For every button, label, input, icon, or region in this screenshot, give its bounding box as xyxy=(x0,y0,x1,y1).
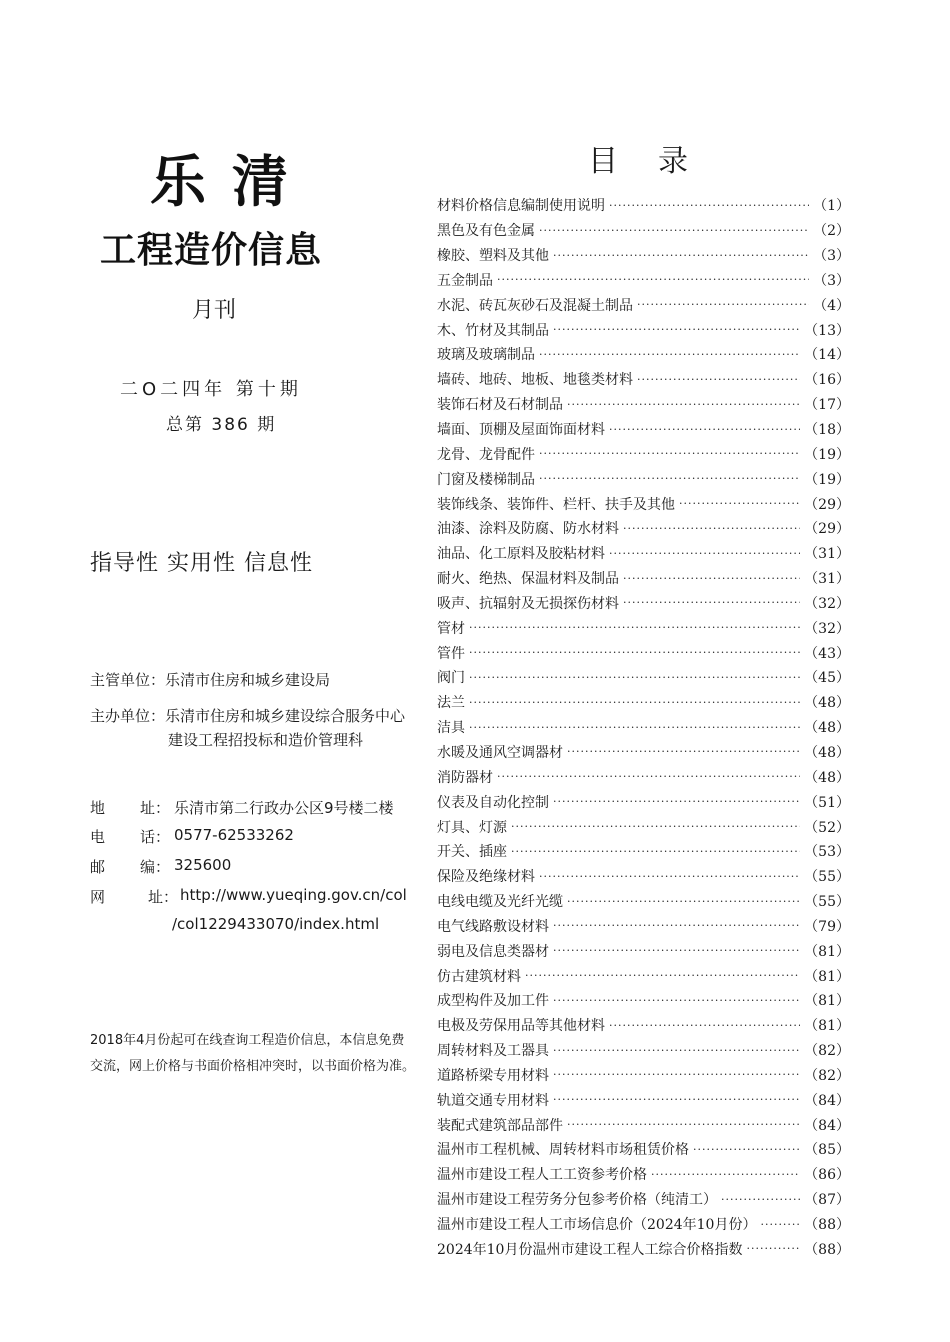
toc-item-page: （2） xyxy=(813,223,850,240)
toc-item[interactable] xyxy=(437,615,850,640)
toc-item-page: （3） xyxy=(813,248,850,265)
toc-item[interactable] xyxy=(437,268,850,293)
toc-item[interactable] xyxy=(437,690,850,715)
toc-item-page: （19） xyxy=(804,471,850,488)
toc-item[interactable] xyxy=(437,193,850,218)
toc-item-page: （81） xyxy=(804,1018,850,1035)
website-url-2[interactable]: /col1229433070/index.html xyxy=(172,915,380,933)
toc-item-page: （84） xyxy=(804,1117,850,1134)
toc-item[interactable] xyxy=(437,342,850,367)
toc-leader-dots xyxy=(623,596,800,609)
toc-item[interactable] xyxy=(437,839,850,864)
address-value: 乐清市第二行政办公区9号楼二楼 xyxy=(174,799,394,817)
sponsor-line xyxy=(90,706,405,726)
toc-item-label: 油漆、涂料及防腐、防水材料 xyxy=(437,521,619,538)
toc-item-label: 温州市工程机械、周转材料市场租赁价格 xyxy=(437,1142,689,1159)
toc-item[interactable] xyxy=(437,913,850,938)
toc-item[interactable] xyxy=(437,814,850,839)
toc-leader-dots xyxy=(623,572,800,585)
toc-item-label: 保险及绝缘材料 xyxy=(437,869,535,886)
toc-item[interactable] xyxy=(437,591,850,616)
toc-item-label: 电气线路敷设材料 xyxy=(437,918,549,935)
toc-item-label: 电极及劳保用品等其他材料 xyxy=(437,1018,605,1035)
phone-label-1: 电 xyxy=(90,828,106,846)
toc-item[interactable] xyxy=(437,740,850,765)
toc-leader-dots xyxy=(469,621,800,634)
toc-leader-dots xyxy=(511,820,800,833)
toc-item-label: 法兰 xyxy=(437,695,465,712)
publication-title: 工程造价信息 xyxy=(100,230,323,271)
toc-item-label: 龙骨、龙骨配件 xyxy=(437,446,535,463)
toc-item-page: （53） xyxy=(804,844,850,861)
toc-leader-dots xyxy=(609,547,800,560)
postcode-label-1: 邮 xyxy=(90,858,106,876)
toc-item-page: （79） xyxy=(804,918,850,935)
toc-item-page: （29） xyxy=(804,496,850,513)
website-url-1[interactable]: http://www.yueqing.gov.cn/col xyxy=(180,886,407,904)
toc-item-page: （81） xyxy=(804,993,850,1010)
toc-leader-dots xyxy=(539,870,800,883)
toc-leader-dots xyxy=(469,721,800,734)
toc-leader-dots xyxy=(553,1068,800,1081)
toc-item[interactable] xyxy=(437,367,850,392)
toc-list xyxy=(437,193,850,1261)
toc-item[interactable] xyxy=(437,417,850,442)
toc-item-label: 管材 xyxy=(437,620,465,637)
toc-leader-dots xyxy=(567,895,800,908)
toc-item-label: 水泥、砖瓦灰砂石及混凝土制品 xyxy=(437,297,633,314)
toc-item-label: 装饰石材及石材制品 xyxy=(437,397,563,414)
sponsor-name-1: 乐清市住房和城乡建设综合服务中心 xyxy=(165,707,406,725)
toc-item[interactable] xyxy=(437,889,850,914)
toc-item-page: （84） xyxy=(804,1092,850,1109)
toc-item[interactable] xyxy=(437,864,850,889)
toc-item[interactable] xyxy=(437,541,850,566)
toc-item-label: 道路桥梁专用材料 xyxy=(437,1067,549,1084)
toc-item-label: 弱电及信息类器材 xyxy=(437,943,549,960)
toc-leader-dots xyxy=(469,696,800,709)
website-label-1: 网 xyxy=(90,888,106,906)
toc-leader-dots xyxy=(746,1242,800,1255)
toc-leader-dots xyxy=(553,795,800,808)
toc-leader-dots xyxy=(539,348,800,361)
toc-item[interactable] xyxy=(437,392,850,417)
toc-item-page: （48） xyxy=(804,695,850,712)
address-label-1: 地 xyxy=(90,799,106,817)
toc-item-page: （48） xyxy=(804,720,850,737)
toc-item[interactable] xyxy=(437,715,850,740)
supervisor-line xyxy=(90,670,330,690)
toc-item-label: 墙砖、地砖、地板、地毯类材料 xyxy=(437,372,633,389)
toc-item-label: 开关、插座 xyxy=(437,844,507,861)
toc-leader-dots xyxy=(760,1218,800,1231)
toc-item-page: （29） xyxy=(804,521,850,538)
toc-item[interactable] xyxy=(437,665,850,690)
toc-item-label: 五金制品 xyxy=(437,272,493,289)
toc-item-page: （45） xyxy=(804,670,850,687)
supervisor-label: 主管单位： xyxy=(90,671,166,689)
toc-leader-dots xyxy=(567,745,800,758)
toc-leader-dots xyxy=(497,770,800,783)
toc-item-label: 管件 xyxy=(437,645,465,662)
toc-item-label: 2024年10月份温州市建设工程人工综合价格指数 xyxy=(437,1241,743,1258)
toc-leader-dots xyxy=(497,273,809,286)
postcode-label-2: 编： xyxy=(140,858,171,876)
toc-item-label: 温州市建设工程人工市场信息价（2024年10月份） xyxy=(437,1217,757,1234)
toc-item-page: （31） xyxy=(804,546,850,563)
toc-item-label: 耐火、绝热、保温材料及制品 xyxy=(437,571,619,588)
total-issue-number: 总第 386 期 xyxy=(166,415,277,435)
toc-item[interactable] xyxy=(437,441,850,466)
toc-item-label: 吸声、抗辐射及无损探伤材料 xyxy=(437,595,619,612)
toc-item-label: 灯具、灯源 xyxy=(437,819,507,836)
toc-item-label: 材料价格信息编制使用说明 xyxy=(437,198,605,215)
toc-item-label: 成型构件及加工件 xyxy=(437,993,549,1010)
phone-value: 0577-62533262 xyxy=(174,826,294,844)
toc-item[interactable] xyxy=(437,243,850,268)
toc-leader-dots xyxy=(525,969,800,982)
toc-item-page: （32） xyxy=(804,620,850,637)
toc-item-page: （51） xyxy=(804,794,850,811)
supervisor-name: 乐清市住房和城乡建设局 xyxy=(165,671,331,689)
toc-item-page: （88） xyxy=(804,1241,850,1258)
toc-leader-dots xyxy=(567,1118,800,1131)
toc-item[interactable] xyxy=(437,1063,850,1088)
toc-item-label: 周转材料及工器具 xyxy=(437,1043,549,1060)
toc-item-page: （31） xyxy=(804,571,850,588)
toc-leader-dots xyxy=(553,249,809,262)
toc-item[interactable] xyxy=(437,1212,850,1237)
toc-leader-dots xyxy=(609,423,800,436)
toc-item-page: （82） xyxy=(804,1067,850,1084)
sponsor-label: 主办单位： xyxy=(90,707,166,725)
toc-leader-dots xyxy=(539,224,809,237)
toc-item[interactable] xyxy=(437,292,850,317)
toc-item-label: 玻璃及玻璃制品 xyxy=(437,347,535,364)
toc-leader-dots xyxy=(553,323,800,336)
toc-leader-dots xyxy=(637,373,800,386)
toc-leader-dots xyxy=(469,671,800,684)
toc-item[interactable] xyxy=(437,1162,850,1187)
publication-frequency: 月刊 xyxy=(192,298,237,323)
toc-item-label: 油品、化工原料及胶粘材料 xyxy=(437,546,605,563)
toc-item-page: （86） xyxy=(804,1167,850,1184)
toc-item[interactable] xyxy=(437,466,850,491)
issue-number: 二O二四年 第十期 xyxy=(120,379,302,400)
toc-item-label: 装配式建筑部品部件 xyxy=(437,1117,563,1134)
toc-item[interactable] xyxy=(437,640,850,665)
toc-item[interactable] xyxy=(437,1137,850,1162)
toc-item-label: 阀门 xyxy=(437,670,465,687)
toc-item-page: （4） xyxy=(813,297,850,314)
toc-leader-dots xyxy=(553,1093,800,1106)
toc-item-page: （81） xyxy=(804,943,850,960)
toc-item-page: （88） xyxy=(804,1217,850,1234)
toc-item[interactable] xyxy=(437,491,850,516)
toc-item[interactable] xyxy=(437,1038,850,1063)
toc-item[interactable] xyxy=(437,1236,850,1261)
toc-item-page: （48） xyxy=(804,769,850,786)
toc-item-page: （18） xyxy=(804,422,850,439)
toc-item-label: 温州市建设工程人工工资参考价格 xyxy=(437,1167,647,1184)
toc-leader-dots xyxy=(721,1193,800,1206)
toc-item-page: （52） xyxy=(804,819,850,836)
toc-item-page: （3） xyxy=(813,272,850,289)
toc-item-label: 轨道交通专用材料 xyxy=(437,1092,549,1109)
toc-leader-dots xyxy=(693,1143,800,1156)
toc-item-page: （32） xyxy=(804,595,850,612)
toc-item-label: 洁具 xyxy=(437,720,465,737)
toc-item-page: （43） xyxy=(804,645,850,662)
toc-item[interactable] xyxy=(437,1187,850,1212)
toc-item-label: 消防器材 xyxy=(437,769,493,786)
toc-item-label: 仿古建筑材料 xyxy=(437,968,521,985)
toc-leader-dots xyxy=(623,522,800,535)
toc-item-label: 温州市建设工程劳务分包参考价格（纯清工） xyxy=(437,1192,717,1209)
toc-item-page: （82） xyxy=(804,1043,850,1060)
toc-item[interactable] xyxy=(437,938,850,963)
toc-item[interactable] xyxy=(437,1112,850,1137)
toc-item[interactable] xyxy=(437,764,850,789)
toc-item-page: （1） xyxy=(813,198,850,215)
toc-item-page: （13） xyxy=(804,322,850,339)
toc-item-label: 门窗及楼梯制品 xyxy=(437,471,535,488)
toc-leader-dots xyxy=(553,919,800,932)
toc-item-label: 电线电缆及光纤光缆 xyxy=(437,894,563,911)
toc-item-page: （14） xyxy=(804,347,850,364)
toc-item-label: 水暖及通风空调器材 xyxy=(437,744,563,761)
toc-leader-dots xyxy=(539,447,800,460)
phone-label-2: 话： xyxy=(140,828,171,846)
city-title: 乐清 xyxy=(150,150,314,215)
toc-item-page: （55） xyxy=(804,894,850,911)
toc-leader-dots xyxy=(637,298,809,311)
toc-item[interactable] xyxy=(437,317,850,342)
toc-item-page: （85） xyxy=(804,1142,850,1159)
toc-item-page: （48） xyxy=(804,744,850,761)
toc-item-label: 黑色及有色金属 xyxy=(437,223,535,240)
toc-leader-dots xyxy=(511,845,800,858)
toc-title: 目录 xyxy=(588,144,728,179)
toc-leader-dots xyxy=(539,472,800,485)
toc-leader-dots xyxy=(567,398,800,411)
toc-item[interactable] xyxy=(437,963,850,988)
toc-item-page: （87） xyxy=(804,1192,850,1209)
postcode-value: 325600 xyxy=(174,856,232,874)
toc-leader-dots xyxy=(609,199,809,212)
toc-item-page: （17） xyxy=(804,397,850,414)
toc-item-page: （55） xyxy=(804,869,850,886)
toc-item-label: 橡胶、塑料及其他 xyxy=(437,248,549,265)
toc-item[interactable] xyxy=(437,566,850,591)
toc-leader-dots xyxy=(553,994,800,1007)
toc-item-label: 木、竹材及其制品 xyxy=(437,322,549,339)
address-label-2: 址： xyxy=(140,799,171,817)
toc-item-label: 墙面、顶棚及屋面饰面材料 xyxy=(437,422,605,439)
toc-item[interactable] xyxy=(437,218,850,243)
toc-leader-dots xyxy=(469,646,800,659)
toc-item-page: （16） xyxy=(804,372,850,389)
toc-leader-dots xyxy=(651,1168,800,1181)
toc-leader-dots xyxy=(679,497,800,510)
toc-item[interactable] xyxy=(437,789,850,814)
toc-item[interactable] xyxy=(437,516,850,541)
slogan: 指导性 实用性 信息性 xyxy=(90,551,313,576)
toc-item[interactable] xyxy=(437,988,850,1013)
website-label-2: 址： xyxy=(148,888,179,906)
toc-item[interactable] xyxy=(437,1013,850,1038)
toc-item[interactable] xyxy=(437,1087,850,1112)
toc-leader-dots xyxy=(553,1044,800,1057)
toc-item-label: 装饰线条、装饰件、栏杆、扶手及其他 xyxy=(437,496,675,513)
toc-item-page: （19） xyxy=(804,446,850,463)
toc-item-label: 仪表及自动化控制 xyxy=(437,794,549,811)
sponsor-name-2: 建设工程招投标和造价管理科 xyxy=(168,731,364,749)
toc-leader-dots xyxy=(553,944,800,957)
toc-item-page: （81） xyxy=(804,968,850,985)
online-query-note: 2018年4月份起可在线查询工程造价信息，本信息免费交流，网上价格与书面价格相冲突时，以书面价格为准。 xyxy=(90,1033,416,1074)
toc-leader-dots xyxy=(609,1019,800,1032)
